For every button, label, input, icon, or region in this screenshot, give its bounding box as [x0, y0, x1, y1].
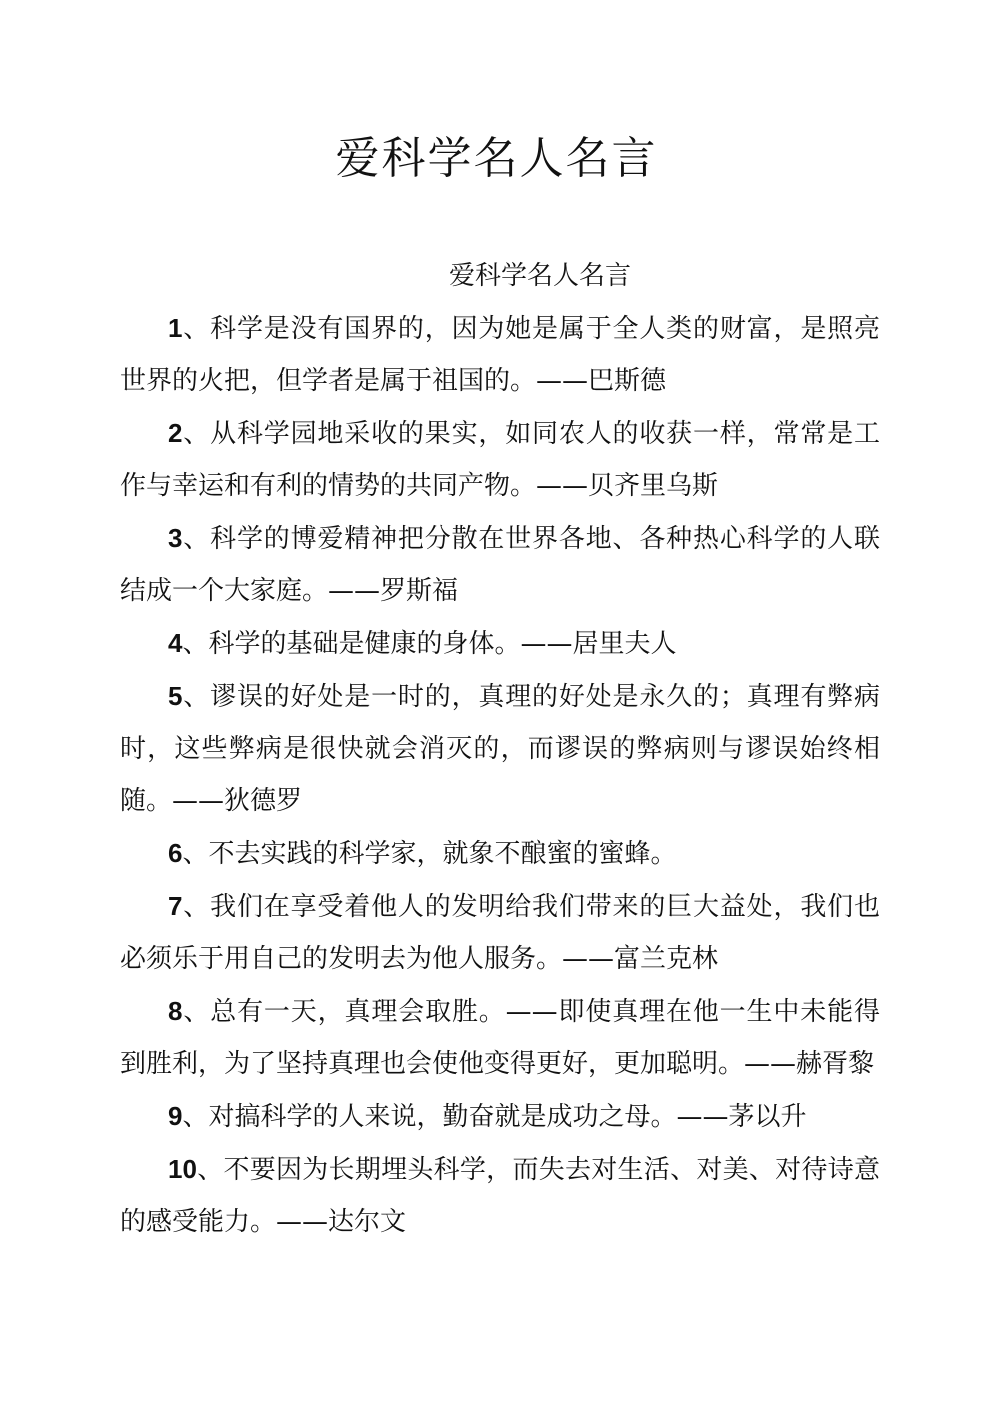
quote-text: 从科学园地采收的果实，如同农人的收获一样，常常是工作与幸运和有利的情势的共同产物。——贝齐里乌斯 — [120, 419, 880, 501]
quote-number: 1 — [168, 313, 183, 343]
quote-number: 3 — [168, 523, 183, 553]
quote-item-9 — [120, 1090, 880, 1143]
quote-separator: 、 — [196, 1155, 224, 1185]
quote-item-5 — [120, 670, 880, 827]
quote-item-3 — [120, 512, 880, 617]
quote-item-2 — [120, 407, 880, 512]
quote-text: 科学的博爱精神把分散在世界各地、各种热心科学的人联结成一个大家庭。——罗斯福 — [120, 524, 880, 606]
quote-item-4 — [120, 617, 880, 670]
quote-text: 我们在享受着他人的发明给我们带来的巨大益处，我们也必须乐于用自己的发明去为他人服务。——富兰克林 — [120, 892, 880, 974]
quote-separator: 、 — [182, 997, 211, 1027]
section-heading: 爱科学名人名言 — [448, 261, 631, 291]
quote-separator: 、 — [182, 314, 211, 344]
quote-text: 谬误的好处是一时的，真理的好处是永久的；真理有弊病时，这些弊病是很快就会消灭的，而谬误的弊病则与谬误始终相随。——狄德罗 — [120, 682, 880, 816]
page-title: 爱科学名人名言 — [335, 133, 658, 184]
quote-item-7 — [120, 880, 880, 985]
quote-item-6 — [120, 827, 880, 880]
quote-text: 不去实践的科学家，就象不酿蜜的蜜蜂。 — [208, 839, 677, 869]
quote-separator: 、 — [182, 892, 211, 922]
quote-text: 科学是没有国界的，因为她是属于全人类的财富，是照亮世界的火把，但学者是属于祖国的。——巴斯德 — [120, 314, 880, 396]
quote-separator: 、 — [182, 682, 211, 712]
quote-separator: 、 — [182, 839, 209, 869]
quote-item-1 — [120, 302, 880, 407]
quote-number: 10 — [168, 1154, 197, 1184]
quote-item-10 — [120, 1143, 880, 1248]
quote-number: 9 — [168, 1101, 183, 1131]
quote-text: 总有一天，真理会取胜。——即使真理在他一生中未能得到胜利，为了坚持真理也会使他变得更好，更加聪明。——赫胥黎 — [120, 997, 880, 1079]
quote-text: 对搞科学的人来说，勤奋就是成功之母。——茅以升 — [208, 1102, 807, 1132]
quote-number: 5 — [168, 681, 183, 711]
document-body — [120, 250, 880, 1248]
quote-number: 4 — [168, 628, 183, 658]
quote-separator: 、 — [182, 1102, 209, 1132]
quote-item-8 — [120, 985, 880, 1090]
quote-number: 6 — [168, 838, 183, 868]
quote-number: 8 — [168, 996, 183, 1026]
quote-separator: 、 — [182, 629, 209, 659]
quote-text: 科学的基础是健康的身体。——居里夫人 — [208, 629, 677, 659]
quote-number: 2 — [168, 418, 183, 448]
quote-number: 7 — [168, 891, 183, 921]
quote-separator: 、 — [182, 524, 211, 554]
quote-text: 不要因为长期埋头科学，而失去对生活、对美、对待诗意的感受能力。——达尔文 — [120, 1155, 880, 1237]
quote-separator: 、 — [182, 419, 211, 449]
